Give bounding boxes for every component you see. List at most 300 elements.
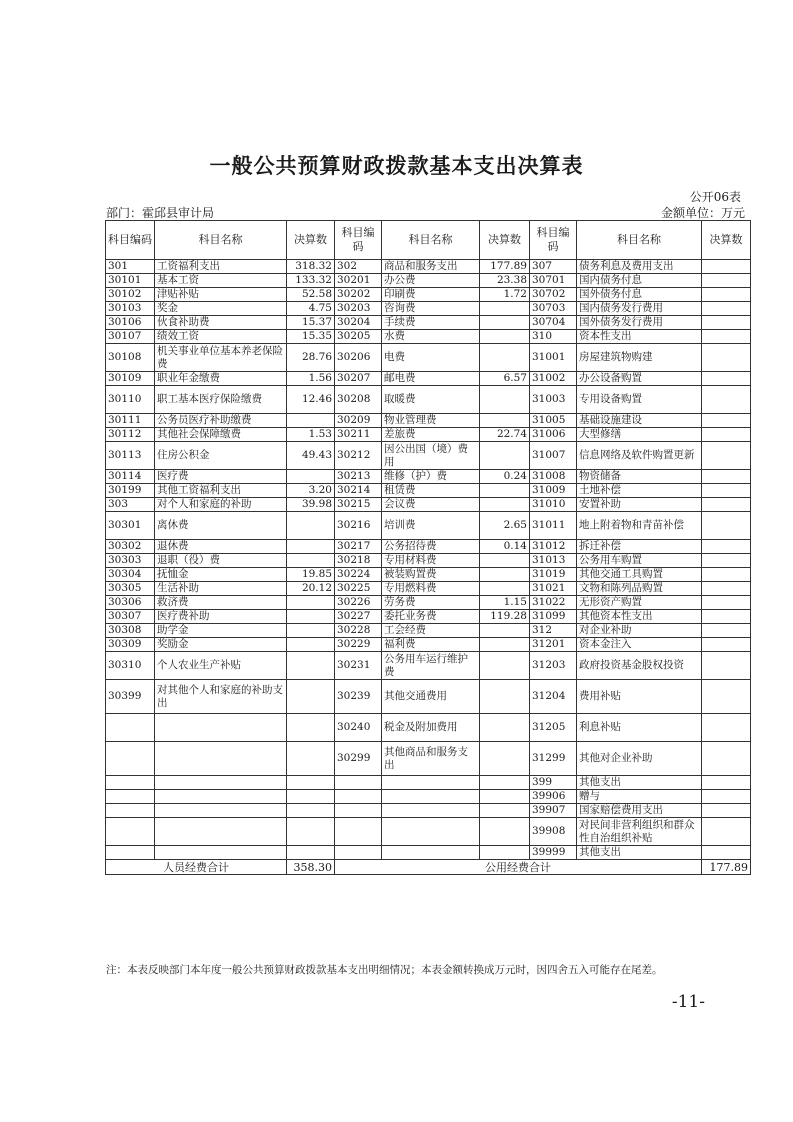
amount-value <box>480 790 530 804</box>
subject-name: 商品和服务支出 <box>382 260 480 274</box>
subject-code <box>106 776 155 790</box>
subject-code: 31201 <box>530 638 577 652</box>
subject-name: 绩效工资 <box>155 330 287 344</box>
subject-name: 国外债务付息 <box>577 288 702 302</box>
subject-name: 基础设施建设 <box>577 414 702 428</box>
subject-code: 31010 <box>530 498 577 512</box>
subject-code: 30240 <box>335 714 382 742</box>
subject-name <box>155 714 287 742</box>
subject-name: 其他交通工具购置 <box>577 568 702 582</box>
subject-name: 个人农业生产补贴 <box>155 652 287 680</box>
subject-code: 30227 <box>335 610 382 624</box>
subject-name: 差旅费 <box>382 428 480 442</box>
subject-name: 取暖费 <box>382 386 480 414</box>
amount-value <box>287 638 335 652</box>
amount-value: 3.20 <box>287 484 335 498</box>
subject-code: 30217 <box>335 540 382 554</box>
subject-name: 其他资本性支出 <box>577 610 702 624</box>
amount-value: 2.65 <box>480 512 530 540</box>
amount-value <box>702 330 751 344</box>
subject-code: 30109 <box>106 372 155 386</box>
amount-value <box>702 596 751 610</box>
table-row <box>106 818 751 846</box>
subject-name: 对个人和家庭的补助 <box>155 498 287 512</box>
subject-name <box>382 790 480 804</box>
subject-name: 无形资产购置 <box>577 596 702 610</box>
subject-code: 30704 <box>530 316 577 330</box>
subject-name: 其他对企业补助 <box>577 742 702 776</box>
amount-value: 177.89 <box>480 260 530 274</box>
subject-name: 住房公积金 <box>155 442 287 470</box>
subject-code: 31011 <box>530 512 577 540</box>
amount-value <box>702 372 751 386</box>
subject-code: 30203 <box>335 302 382 316</box>
amount-value <box>287 540 335 554</box>
subject-code: 30110 <box>106 386 155 414</box>
subject-code: 31007 <box>530 442 577 470</box>
table-row <box>106 274 751 288</box>
table-row <box>106 554 751 568</box>
subject-name <box>382 846 480 860</box>
subject-code <box>106 818 155 846</box>
subject-name: 公务招待费 <box>382 540 480 554</box>
subject-code: 31205 <box>530 714 577 742</box>
subject-code: 312 <box>530 624 577 638</box>
table-body <box>106 260 751 860</box>
amount-value <box>287 714 335 742</box>
subject-code: 31003 <box>530 386 577 414</box>
amount-value <box>480 776 530 790</box>
subject-code: 30305 <box>106 582 155 596</box>
subject-code: 30703 <box>530 302 577 316</box>
subject-code: 30205 <box>335 330 382 344</box>
table-row <box>106 714 751 742</box>
subject-code: 307 <box>530 260 577 274</box>
subject-code: 30213 <box>335 470 382 484</box>
header-code: 科目编码 <box>530 221 577 260</box>
subject-name: 赠与 <box>577 790 702 804</box>
subject-name: 其他支出 <box>577 846 702 860</box>
subject-code: 30215 <box>335 498 382 512</box>
amount-value: 52.58 <box>287 288 335 302</box>
subject-code: 31203 <box>530 652 577 680</box>
amount-value <box>480 638 530 652</box>
subject-name: 基本工资 <box>155 274 287 288</box>
amount-value: 1.53 <box>287 428 335 442</box>
table-row <box>106 624 751 638</box>
amount-value <box>702 512 751 540</box>
subject-name: 津贴补贴 <box>155 288 287 302</box>
totals-row <box>106 860 751 875</box>
subject-name: 物业管理费 <box>382 414 480 428</box>
subject-code: 30399 <box>106 680 155 714</box>
amount-value <box>480 498 530 512</box>
subject-code: 302 <box>335 260 382 274</box>
amount-value <box>702 638 751 652</box>
table-row <box>106 568 751 582</box>
table-row <box>106 790 751 804</box>
subject-code: 30299 <box>335 742 382 776</box>
header-name: 科目名称 <box>155 221 287 260</box>
subject-code: 31099 <box>530 610 577 624</box>
amount-value <box>287 610 335 624</box>
subject-code <box>106 714 155 742</box>
subject-name <box>155 804 287 818</box>
subject-name: 被装购置费 <box>382 568 480 582</box>
subject-code: 30231 <box>335 652 382 680</box>
table-row <box>106 260 751 274</box>
amount-value <box>480 714 530 742</box>
subject-code: 30202 <box>335 288 382 302</box>
subject-name <box>155 818 287 846</box>
subject-name: 税金及附加费用 <box>382 714 480 742</box>
amount-value <box>480 386 530 414</box>
amount-value <box>287 624 335 638</box>
subject-code: 30199 <box>106 484 155 498</box>
personnel-total-label: 人员经费合计 <box>106 860 287 875</box>
amount-value <box>702 624 751 638</box>
table-row <box>106 498 751 512</box>
table-row <box>106 596 751 610</box>
subject-name: 拆迁补偿 <box>577 540 702 554</box>
subject-name: 信息网络及软件购置更新 <box>577 442 702 470</box>
subject-name: 专用设备购置 <box>577 386 702 414</box>
table-row <box>106 330 751 344</box>
amount-value: 0.24 <box>480 470 530 484</box>
subject-name: 离休费 <box>155 512 287 540</box>
header-amount: 决算数 <box>287 221 335 260</box>
subject-name: 租赁费 <box>382 484 480 498</box>
subject-code: 30208 <box>335 386 382 414</box>
subject-name: 退休费 <box>155 540 287 554</box>
subject-name: 维修（护）费 <box>382 470 480 484</box>
table-row <box>106 344 751 372</box>
table-row <box>106 428 751 442</box>
amount-value <box>702 442 751 470</box>
subject-name: 伙食补助费 <box>155 316 287 330</box>
subject-name: 奖金 <box>155 302 287 316</box>
subject-code: 30309 <box>106 638 155 652</box>
subject-code: 31012 <box>530 540 577 554</box>
subject-code: 30226 <box>335 596 382 610</box>
subject-name: 债务利息及费用支出 <box>577 260 702 274</box>
subject-code: 30225 <box>335 582 382 596</box>
table-row <box>106 638 751 652</box>
subject-name: 物资储备 <box>577 470 702 484</box>
subject-code: 30206 <box>335 344 382 372</box>
table-row <box>106 652 751 680</box>
subject-code: 31006 <box>530 428 577 442</box>
subject-code: 30103 <box>106 302 155 316</box>
amount-value <box>287 554 335 568</box>
table-row <box>106 316 751 330</box>
subject-code: 30114 <box>106 470 155 484</box>
subject-name: 手续费 <box>382 316 480 330</box>
subject-name: 政府投资基金股权投资 <box>577 652 702 680</box>
subject-name <box>382 776 480 790</box>
amount-value <box>702 582 751 596</box>
header-name: 科目名称 <box>382 221 480 260</box>
table-row <box>106 372 751 386</box>
subject-name: 生活补助 <box>155 582 287 596</box>
amount-value: 0.14 <box>480 540 530 554</box>
amount-value <box>702 414 751 428</box>
amount-value <box>480 330 530 344</box>
amount-value <box>702 260 751 274</box>
subject-name: 公务用车运行维护费 <box>382 652 480 680</box>
subject-code: 30111 <box>106 414 155 428</box>
subject-code: 30201 <box>335 274 382 288</box>
subject-code: 30106 <box>106 316 155 330</box>
table-row <box>106 540 751 554</box>
subject-name: 办公设备购置 <box>577 372 702 386</box>
public-total-label: 公用经费合计 <box>335 860 702 875</box>
subject-name <box>155 846 287 860</box>
amount-value <box>287 818 335 846</box>
subject-code: 30310 <box>106 652 155 680</box>
subject-code: 30702 <box>530 288 577 302</box>
subject-code: 301 <box>106 260 155 274</box>
subject-name: 文物和陈列品购置 <box>577 582 702 596</box>
subject-name: 对企业补助 <box>577 624 702 638</box>
subject-name: 工会经费 <box>382 624 480 638</box>
header-code: 科目编码 <box>106 221 155 260</box>
subject-code <box>106 804 155 818</box>
header-name: 科目名称 <box>577 221 702 260</box>
amount-value <box>480 652 530 680</box>
footnote: 注：本表反映部门本年度一般公共预算财政拨款基本支出明细情况；本表金额转换成万元时，因四舍五入可能存在尾差。 <box>106 964 663 976</box>
amount-value: 20.12 <box>287 582 335 596</box>
subject-name: 职业年金缴费 <box>155 372 287 386</box>
amount-value: 119.28 <box>480 610 530 624</box>
subject-name <box>155 742 287 776</box>
amount-value: 12.46 <box>287 386 335 414</box>
amount-value: 22.74 <box>480 428 530 442</box>
subject-code: 30107 <box>106 330 155 344</box>
subject-name: 对民间非营利组织和群众性自治组织补贴 <box>577 818 702 846</box>
subject-name: 工资福利支出 <box>155 260 287 274</box>
amount-value <box>702 846 751 860</box>
amount-value: 318.32 <box>287 260 335 274</box>
subject-code <box>335 776 382 790</box>
amount-value: 1.15 <box>480 596 530 610</box>
table-row <box>106 302 751 316</box>
amount-value <box>480 804 530 818</box>
subject-code: 31021 <box>530 582 577 596</box>
amount-value <box>480 442 530 470</box>
public-total-value: 177.89 <box>702 860 751 875</box>
subject-code: 39907 <box>530 804 577 818</box>
amount-value <box>287 414 335 428</box>
amount-value <box>702 568 751 582</box>
amount-value <box>702 470 751 484</box>
amount-value: 1.72 <box>480 288 530 302</box>
subject-code <box>106 742 155 776</box>
subject-name: 奖励金 <box>155 638 287 652</box>
subject-name: 其他商品和服务支出 <box>382 742 480 776</box>
amount-value <box>702 484 751 498</box>
amount-value: 19.85 <box>287 568 335 582</box>
subject-code <box>335 818 382 846</box>
subject-name: 其他交通费用 <box>382 680 480 714</box>
subject-code: 399 <box>530 776 577 790</box>
subject-code: 303 <box>106 498 155 512</box>
amount-value <box>702 742 751 776</box>
amount-value <box>480 624 530 638</box>
subject-name: 机关事业单位基本养老保险费 <box>155 344 287 372</box>
subject-name: 退职（役）费 <box>155 554 287 568</box>
table-row <box>106 386 751 414</box>
amount-value <box>702 386 751 414</box>
amount-value <box>702 344 751 372</box>
subject-code: 30301 <box>106 512 155 540</box>
subject-code <box>335 804 382 818</box>
subject-name: 邮电费 <box>382 372 480 386</box>
amount-value <box>287 652 335 680</box>
amount-value: 39.98 <box>287 498 335 512</box>
amount-value <box>287 776 335 790</box>
subject-code: 30306 <box>106 596 155 610</box>
subject-name: 办公费 <box>382 274 480 288</box>
header-amount: 决算数 <box>702 221 751 260</box>
subject-name: 利息补贴 <box>577 714 702 742</box>
table-row <box>106 442 751 470</box>
subject-code <box>335 790 382 804</box>
amount-value <box>480 344 530 372</box>
amount-value <box>480 316 530 330</box>
subject-name: 因公出国（境）费用 <box>382 442 480 470</box>
subject-name: 土地补偿 <box>577 484 702 498</box>
subject-code: 31299 <box>530 742 577 776</box>
subject-code <box>335 846 382 860</box>
subject-code: 31001 <box>530 344 577 372</box>
subject-name: 其他社会保障缴费 <box>155 428 287 442</box>
amount-value: 28.76 <box>287 344 335 372</box>
subject-code: 30302 <box>106 540 155 554</box>
amount-value <box>287 790 335 804</box>
subject-name: 公务用车购置 <box>577 554 702 568</box>
table-row <box>106 742 751 776</box>
subject-code <box>106 846 155 860</box>
amount-value <box>702 818 751 846</box>
subject-name: 国外债务发行费用 <box>577 316 702 330</box>
subject-name: 福利费 <box>382 638 480 652</box>
amount-value <box>480 680 530 714</box>
subject-code: 30218 <box>335 554 382 568</box>
amount-value <box>480 742 530 776</box>
amount-value <box>287 512 335 540</box>
subject-code: 30239 <box>335 680 382 714</box>
subject-code: 31009 <box>530 484 577 498</box>
table-row <box>106 846 751 860</box>
subject-name: 培训费 <box>382 512 480 540</box>
subject-name: 其他工资福利支出 <box>155 484 287 498</box>
table-row <box>106 414 751 428</box>
subject-name: 资本性支出 <box>577 330 702 344</box>
table-row <box>106 776 751 790</box>
subject-code: 39999 <box>530 846 577 860</box>
table-row <box>106 804 751 818</box>
amount-value <box>287 470 335 484</box>
subject-name: 对其他个人和家庭的补助支出 <box>155 680 287 714</box>
subject-code: 30207 <box>335 372 382 386</box>
amount-value: 1.56 <box>287 372 335 386</box>
subject-code: 31008 <box>530 470 577 484</box>
table-row <box>106 582 751 596</box>
subject-code: 30108 <box>106 344 155 372</box>
table-row <box>106 512 751 540</box>
department-label: 部门：霍邱县审计局 <box>106 206 215 220</box>
subject-code: 31022 <box>530 596 577 610</box>
subject-code: 30229 <box>335 638 382 652</box>
amount-value: 15.37 <box>287 316 335 330</box>
subject-name: 水费 <box>382 330 480 344</box>
subject-name <box>155 776 287 790</box>
subject-name: 劳务费 <box>382 596 480 610</box>
subject-name: 地上附着物和青苗补偿 <box>577 512 702 540</box>
subject-name: 国家赔偿费用支出 <box>577 804 702 818</box>
header-amount: 决算数 <box>480 221 530 260</box>
subject-code: 30214 <box>335 484 382 498</box>
amount-value <box>702 302 751 316</box>
subject-code: 30303 <box>106 554 155 568</box>
amount-value <box>702 554 751 568</box>
amount-value: 23.38 <box>480 274 530 288</box>
amount-value: 6.57 <box>480 372 530 386</box>
subject-name: 助学金 <box>155 624 287 638</box>
subject-code: 30209 <box>335 414 382 428</box>
amount-value <box>287 680 335 714</box>
amount-value <box>287 742 335 776</box>
subject-code: 30307 <box>106 610 155 624</box>
subject-name: 医疗费 <box>155 470 287 484</box>
amount-value <box>702 776 751 790</box>
form-number: 公开06表 <box>689 190 741 204</box>
amount-value <box>702 680 751 714</box>
subject-code: 31013 <box>530 554 577 568</box>
subject-name: 委托业务费 <box>382 610 480 624</box>
amount-value <box>702 714 751 742</box>
amount-value <box>287 846 335 860</box>
subject-name: 国内债务付息 <box>577 274 702 288</box>
subject-code: 30228 <box>335 624 382 638</box>
subject-code: 31005 <box>530 414 577 428</box>
amount-value <box>702 540 751 554</box>
amount-value <box>702 790 751 804</box>
subject-name: 费用补贴 <box>577 680 702 714</box>
table-header-row <box>106 221 751 260</box>
subject-code: 39906 <box>530 790 577 804</box>
amount-value: 15.35 <box>287 330 335 344</box>
subject-code: 30204 <box>335 316 382 330</box>
amount-value <box>702 610 751 624</box>
amount-value <box>480 846 530 860</box>
subject-name: 救济费 <box>155 596 287 610</box>
amount-value <box>702 316 751 330</box>
unit-label: 金额单位：万元 <box>660 206 745 220</box>
amount-value <box>702 804 751 818</box>
subject-code: 31002 <box>530 372 577 386</box>
amount-value <box>480 302 530 316</box>
subject-name <box>382 818 480 846</box>
amount-value <box>480 554 530 568</box>
amount-value: 49.43 <box>287 442 335 470</box>
subject-name: 国内债务发行费用 <box>577 302 702 316</box>
amount-value <box>287 596 335 610</box>
amount-value <box>702 274 751 288</box>
table-row <box>106 470 751 484</box>
amount-value <box>480 582 530 596</box>
